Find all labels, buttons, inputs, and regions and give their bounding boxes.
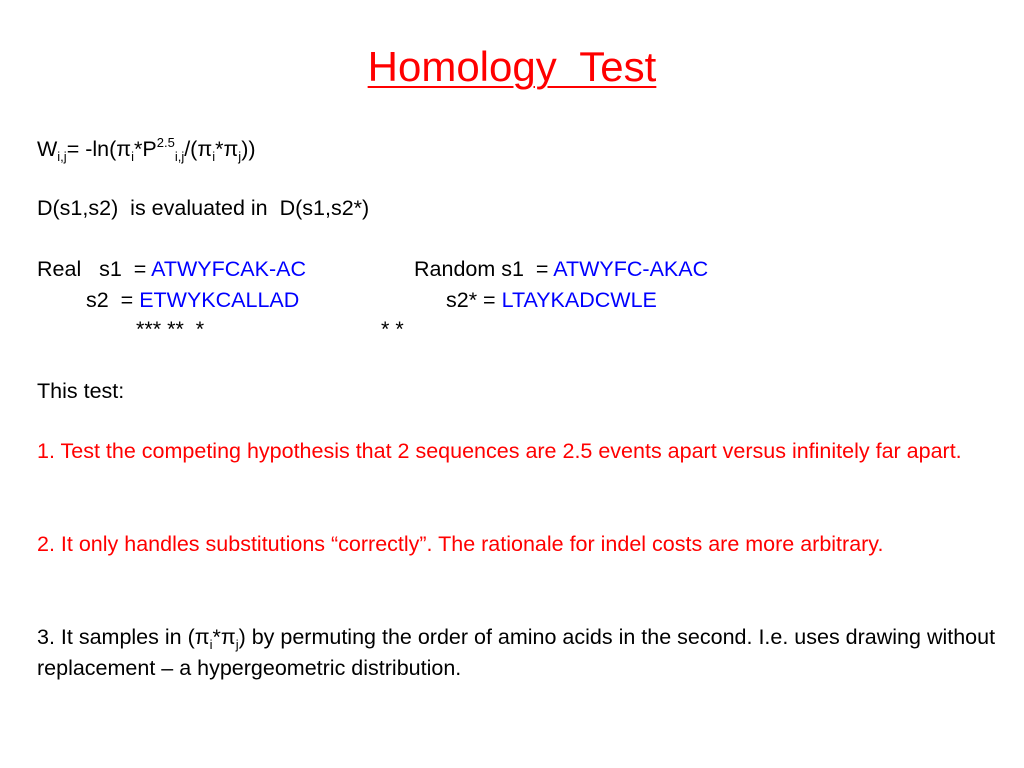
point-2: 2. It only handles substitutions “correctly”. The rationale for indel costs are more arbitrary. — [37, 532, 884, 556]
formula-slash: /( — [184, 137, 198, 161]
random-s1-label: Random s1 = — [414, 257, 554, 281]
subscript-j: j — [238, 149, 242, 164]
random-s1-sequence: ATWYFC-AKAC — [553, 257, 709, 281]
formula-p-subscript: i,j — [174, 149, 185, 164]
random-s2-sequence: LTAYKADCWLE — [501, 288, 657, 312]
random-match-stars: * * — [381, 317, 404, 341]
point-3-after: ) by permuting the order of amino acids in the second. I.e. uses drawing without replacement – a hypergeometric distribution. — [37, 625, 996, 680]
intro-text: This test: — [37, 379, 125, 403]
formula-p: P — [142, 137, 157, 161]
point-1: 1. Test the competing hypothesis that 2 sequences are 2.5 events apart versus infinitely far apart. — [37, 439, 962, 463]
real-s1-line — [37, 256, 306, 282]
multiply-sign: * — [134, 137, 143, 161]
real-match-stars: *** ** * — [136, 317, 205, 341]
real-s1-sequence: ATWYFCAK-AC — [151, 257, 307, 281]
formula-w: W — [37, 137, 58, 161]
random-s2-label: s2* = — [446, 288, 502, 312]
subscript-i: i — [209, 637, 213, 652]
formula-p-superscript: 2.5 — [156, 135, 175, 150]
real-s2-sequence: ETWYKCALLAD — [139, 288, 300, 312]
random-s2-line — [446, 287, 657, 313]
pi-symbol: π — [116, 137, 132, 161]
real-s1-label: Real s1 = — [37, 257, 152, 281]
subscript-i: i — [131, 149, 135, 164]
real-s2-line — [86, 287, 299, 313]
multiply-sign: * — [215, 137, 224, 161]
formula-eq: = -ln( — [66, 137, 117, 161]
subscript-j: j — [235, 637, 239, 652]
point-3 — [37, 622, 997, 684]
formula-close: )) — [241, 137, 256, 161]
multiply-sign: * — [212, 625, 221, 649]
pi-symbol: π — [220, 625, 236, 649]
evaluation-line: D(s1,s2) is evaluated in D(s1,s2*) — [37, 196, 370, 220]
slide-title: Homology Test — [367, 43, 657, 90]
random-s1-line — [414, 256, 708, 282]
pi-symbol: π — [223, 137, 239, 161]
real-s2-label: s2 = — [86, 288, 140, 312]
pi-symbol: π — [194, 625, 210, 649]
point-3-before: 3. It samples in ( — [37, 625, 195, 649]
formula-w-subscript: i,j — [57, 149, 67, 164]
subscript-i: i — [212, 149, 216, 164]
pi-symbol: π — [197, 137, 213, 161]
formula-line — [37, 136, 256, 162]
